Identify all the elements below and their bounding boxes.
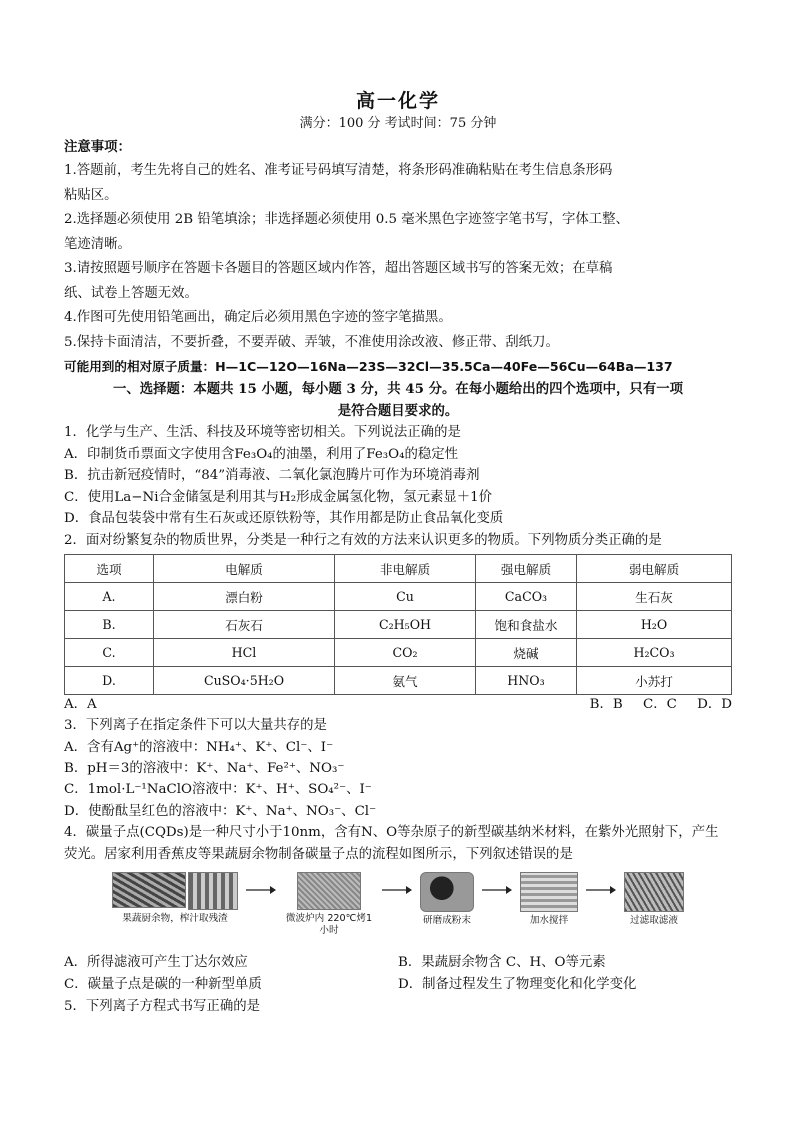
notice-heading: 注意事项：	[64, 139, 131, 155]
table-header-cell: 选项	[65, 554, 154, 582]
option-d: D．食品包装袋中常有生石灰或还原铁粉等，其作用都是防止食品氧化变质	[64, 511, 504, 527]
notice-section	[64, 136, 732, 355]
page-title: 高一化学	[355, 90, 440, 112]
options-row-2	[64, 974, 732, 996]
table-cell: 漂白粉	[154, 582, 335, 610]
question-stem-cont: 荧光。居家利用香蕉皮等果蔬厨余物制备碳量子点的流程如图所示，下列叙述错误的是	[64, 847, 573, 863]
table-cell: HCl	[154, 638, 335, 666]
notice-line: 4.作图可先使用铅笔画出，确定后必须用黑色字迹的签字笔描黑。	[64, 310, 452, 325]
table-cell: C.	[65, 638, 154, 666]
flow-caption: 加水搅拌	[529, 915, 569, 927]
table-cell: H₂CO₃	[577, 638, 732, 666]
table-cell: 饱和食盐水	[476, 610, 577, 638]
page-subtitle: 满分：100 分 考试时间：75 分钟	[299, 116, 497, 131]
option-c: C．使用La−Ni合金储氢是利用其与H₂形成金属氢化物，氢元素显＋1价	[64, 489, 493, 505]
atomic-mass-line: 可能用到的相对原子质量：H—1C—12O—16Na—23S—32Cl—35.5Ca—40Fe—56Cu—64Ba—137	[64, 359, 673, 374]
arrow-right-icon	[382, 872, 412, 908]
flow-step	[420, 872, 474, 927]
option-c: C．C	[642, 696, 677, 712]
section-heading-line2: 是符合题目要求的。	[337, 403, 459, 419]
grinding-photo	[420, 872, 474, 912]
notice-line: 纸、试卷上答题无效。	[64, 285, 198, 301]
answer-options	[64, 695, 732, 715]
flow-caption: 果蔬厨余物，榨汁取残渣	[122, 913, 228, 925]
table-cell: 氨气	[335, 666, 476, 694]
options-bcd	[574, 695, 732, 715]
option-a: A．含有Ag⁺的溶液中：NH₄⁺、K⁺、Cl⁻、I⁻	[64, 739, 334, 755]
microwave-photo	[297, 872, 361, 910]
table-cell: H₂O	[577, 610, 732, 638]
notice-line: 粘贴区。	[64, 187, 118, 203]
table-cell: B.	[65, 610, 154, 638]
notice-line: 笔迹清晰。	[64, 236, 131, 252]
table-row	[65, 638, 732, 666]
option-d: D．制备过程发生了物理变化和化学变化	[398, 977, 637, 993]
flow-step	[112, 872, 238, 925]
option-b: B．B	[589, 696, 623, 712]
flow-caption: 微波炉内 220℃烤1小时	[285, 913, 373, 937]
exam-page	[64, 88, 732, 1018]
table-header-cell: 非电解质	[335, 554, 476, 582]
notice-line: 1.答题前，考生先将自己的姓名、准考证号码填写清楚，将条形码准确粘贴在考生信息条形码	[64, 163, 613, 178]
option-a: A．A	[64, 696, 97, 712]
classification-table	[64, 554, 732, 695]
question-2	[64, 530, 732, 715]
table-cell: 小苏打	[577, 666, 732, 694]
table-cell: HNO₃	[476, 666, 577, 694]
question-stem: 2．面对纷繁复杂的物质世界，分类是一种行之有效的方法来认识更多的物质。下列物质分类正确的是	[64, 532, 662, 548]
option-b: B．pH＝3的溶液中：K⁺、Na⁺、Fe²⁺、NO₃⁻	[64, 761, 345, 777]
stirring-photo	[520, 872, 578, 912]
option-d: D．D	[697, 696, 732, 712]
arrow-right-icon	[482, 872, 512, 908]
table-header-cell: 弱电解质	[577, 554, 732, 582]
arrow-right-icon	[246, 872, 276, 908]
option-d: D．使酚酞呈红色的溶液中：K⁺、Na⁺、NO₃⁻、Cl⁻	[64, 803, 377, 819]
notice-line: 5.保持卡面清洁，不要折叠，不要弄破、弄皱，不准使用涂改液、修正带、刮纸刀。	[64, 334, 559, 350]
table-row	[65, 610, 732, 638]
question-5	[64, 996, 732, 1018]
question-stem: 4．碳量子点(CQDs)是一种尺寸小于10nm，含有N、O等杂原子的新型碳基纳米材料，在紫外光照射下，产生	[64, 825, 719, 841]
arrow-right-icon	[586, 872, 616, 908]
table-row	[65, 582, 732, 610]
option-b: B．抗击新冠疫情时，“84”消毒液、二氧化氯泡腾片可作为环境消毒剂	[64, 468, 480, 484]
table-cell: 石灰石	[154, 610, 335, 638]
question-4	[64, 822, 732, 996]
juicer-photo	[188, 872, 238, 910]
table-cell: 烧碱	[476, 638, 577, 666]
table-cell: CuSO₄·5H₂O	[154, 666, 335, 694]
table-row	[65, 666, 732, 694]
flow-images	[112, 872, 238, 910]
table-cell: C₂H₅OH	[335, 610, 476, 638]
notice-line: 3.请按照题号顺序在答题卡各题目的答题区域内作答，超出答题区域书写的答案无效；在草稿	[64, 261, 613, 276]
option-a: A．印制货币票面文字使用含Fe₃O₄的油墨，利用了Fe₃O₄的稳定性	[64, 447, 459, 462]
option-c: C．1mol·L⁻¹NaClO溶液中：K⁺、H⁺、SO₄²⁻、I⁻	[64, 782, 372, 798]
table-cell: D.	[65, 666, 154, 694]
notice-line: 2.选择题必须使用 2B 铅笔填涂；非选择题必须使用 0.5 毫米黑色字迹签字笔书写，字体工整、	[64, 212, 629, 227]
process-flow-diagram	[64, 872, 732, 948]
question-stem: 1．化学与生产、生活、科技及环境等密切相关。下列说法正确的是	[64, 425, 461, 440]
flow-caption: 过滤取滤液	[630, 915, 678, 927]
table-header-cell: 电解质	[154, 554, 335, 582]
filtering-photo	[624, 872, 684, 912]
section-heading-line1: 一、选择题：本题共 15 小题，每小题 3 分，共 45 分。在每小题给出的四个选项中，只有一项	[112, 381, 683, 397]
table-cell: 生石灰	[577, 582, 732, 610]
table-cell: A.	[65, 582, 154, 610]
question-stem: 3．下列离子在指定条件下可以大量共存的是	[64, 717, 327, 733]
flow-step	[284, 872, 374, 937]
flow-step	[520, 872, 578, 927]
flow-step	[624, 872, 684, 927]
flow-caption: 研磨成粉末	[423, 915, 471, 927]
options-row-1	[64, 952, 732, 974]
option-c: C．碳量子点是碳的一种新型单质	[64, 977, 262, 993]
question-3	[64, 715, 732, 823]
food-waste-photo	[112, 872, 186, 908]
table-cell: CaCO₃	[476, 582, 577, 610]
option-a: A．所得滤液可产生丁达尔效应	[64, 955, 248, 971]
question-1	[64, 422, 732, 530]
table-header-row	[65, 554, 732, 582]
question-stem: 5．下列离子方程式书写正确的是	[64, 999, 260, 1015]
table-header-cell: 强电解质	[476, 554, 577, 582]
option-b: B．果蔬厨余物含 C、H、O等元素	[398, 955, 606, 971]
table-cell: CO₂	[335, 638, 476, 666]
table-cell: Cu	[335, 582, 476, 610]
